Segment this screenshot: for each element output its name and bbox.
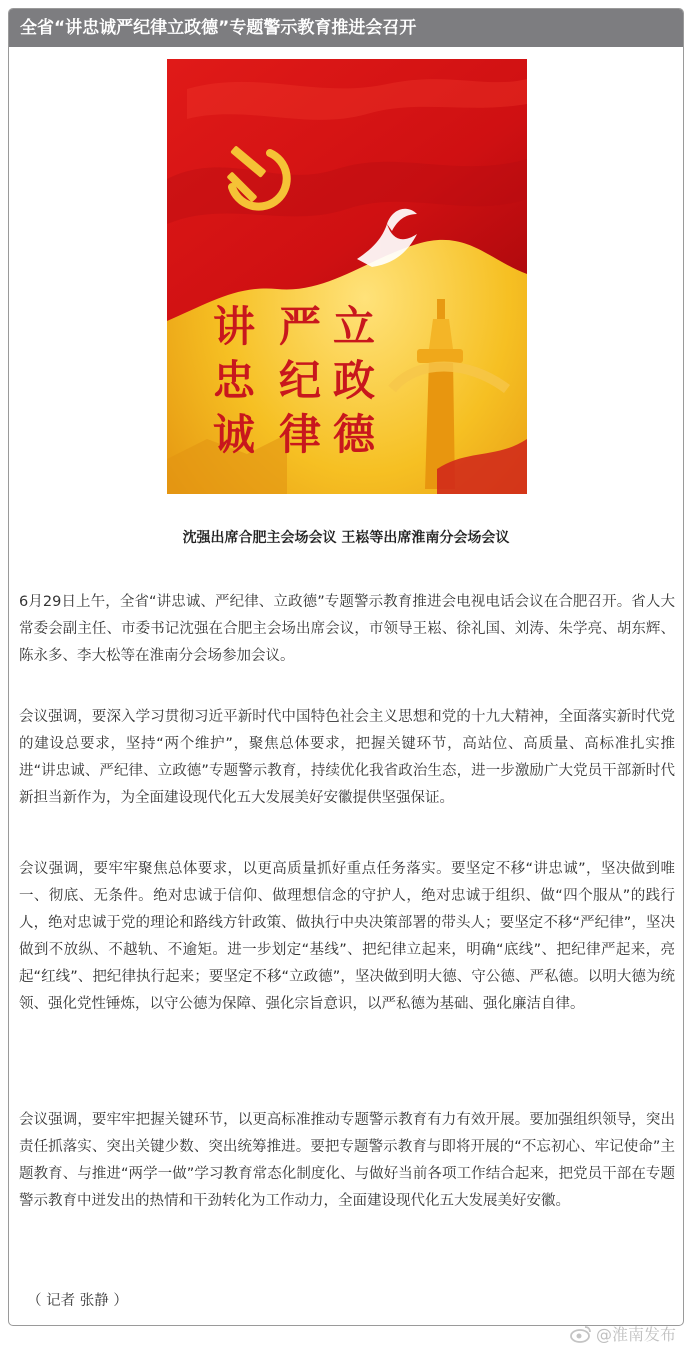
article-paragraph: 6月29日上午，全省“讲忠诚、严纪律、立政德”专题警示教育推进会电视电话会议在合肥召开。省人大常委会副主任、市委书记沈强在合肥主会场出席会议，市领导王崧、徐礼国、刘涛、朱学亮、胡东辉、陈永多、李大松等在淮南分会场参加会议。 <box>19 594 675 664</box>
article-paragraph: 会议强调，要牢牢聚焦总体要求，以更高质量抓好重点任务落实。要坚定不移“讲忠诚”，坚决做到唯一、彻底、无条件。绝对忠诚于信仰、做理想信念的守护人，绝对忠诚于组织、做“四个服从”的践行人，绝对忠诚于党的理论和路线方针政策、做执行中央决策部署的带头人；要坚定不移“严纪律”，坚决做到不放纵、不越轨、不逾矩。进一步划定“基线”、把纪律立起来，明确“底线”、把纪律严起来，亮起“红线”、把纪律执行起来；要坚定不移“立政德”，坚决做到明大德、守公德、严私德。以明大德为统领、强化党性锤炼，以守公德为保障、强化宗旨意识，以严私德为基础、强化廉洁自律。 <box>19 861 675 1012</box>
slogan-char: 立 <box>333 302 376 351</box>
slogan-char: 严 <box>279 302 322 351</box>
watermark-text: @淮南发布 <box>596 1325 677 1344</box>
article-card <box>8 8 684 1326</box>
slogan-char: 忠 <box>213 356 256 405</box>
slogan-char: 德 <box>333 410 376 459</box>
slogan-char: 讲 <box>213 302 256 351</box>
reporter-credit: （ 记者 张静 ） <box>27 1293 128 1309</box>
party-poster-image <box>167 59 527 494</box>
slogan-char: 纪 <box>279 356 322 405</box>
photo-caption: 沈强出席合肥主会场会议 王崧等出席淮南分会场会议 <box>182 530 510 546</box>
weibo-icon <box>570 1325 592 1347</box>
article-paragraph: 会议强调，要深入学习贯彻习近平新时代中国特色社会主义思想和党的十九大精神，全面落实新时代党的建设总要求，坚持“两个维护”，聚焦总体要求，把握关键环节，高站位、高质量、高标准扎实推进“讲忠诚、严纪律、立政德”专题警示教育，持续优化我省政治生态，进一步激励广大党员干部新时代新担当新作为，为全面建设现代化五大发展美好安徽提供坚强保证。 <box>19 709 675 806</box>
slogan-char: 律 <box>279 410 322 459</box>
article-paragraph: 会议强调，要牢牢把握关键环节，以更高标准推动专题警示教育有力有效开展。要加强组织领导，突出责任抓落实、突出关键少数、突出统筹推进。要把专题警示教育与即将开展的“不忘初心、牢记使命”主题教育、与推进“两学一做”学习教育常态化制度化、与做好当前各项工作结合起来，把党员干部在专题警示教育中迸发出的热情和干劲转化为工作动力，全面建设现代化五大发展美好安徽。 <box>19 1112 675 1209</box>
article-title: 全省“讲忠诚严纪律立政德”专题警示教育推进会召开 <box>9 9 683 47</box>
slogan-char: 政 <box>333 356 376 405</box>
slogan-char: 诚 <box>213 410 256 459</box>
weibo-watermark <box>570 1322 676 1347</box>
